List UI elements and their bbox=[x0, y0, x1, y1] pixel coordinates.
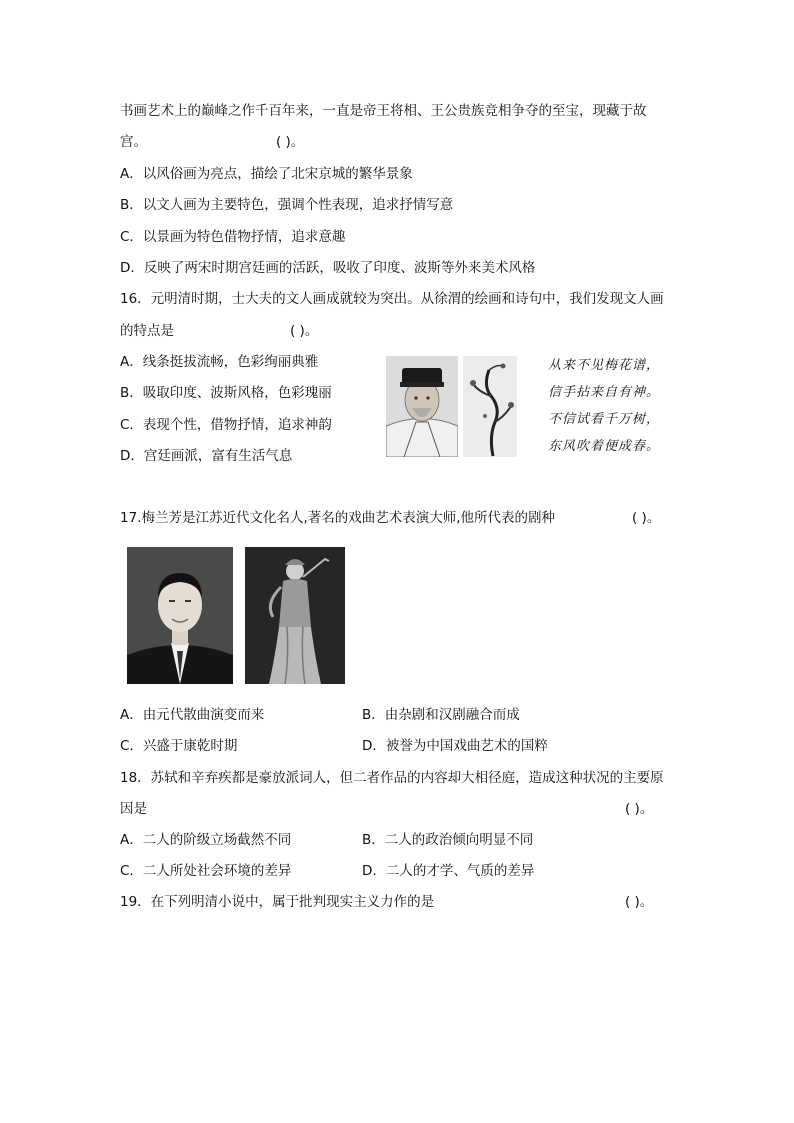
poem-line-2: 信手拈来自有神。 bbox=[548, 385, 661, 400]
q16-option-c: C．表现个性，借物抒情，追求神韵 bbox=[120, 417, 332, 433]
q18-stem-line2: 因是 bbox=[120, 801, 147, 817]
q17-option-a: A．由元代散曲演变而来 bbox=[120, 707, 265, 723]
q18-option-d: D．二人的才学、气质的差异 bbox=[362, 863, 535, 879]
q18-answer-blank: ( )。 bbox=[625, 801, 654, 817]
q19-stem: 19．在下列明清小说中，属于批判现实主义力作的是 bbox=[120, 894, 435, 910]
q19-answer-blank: ( )。 bbox=[625, 894, 654, 910]
q17-stem: 17.梅兰芳是江苏近代文化名人,著名的戏曲艺术表演大师,他所代表的剧种 bbox=[120, 510, 556, 526]
q16-answer-blank: ( )。 bbox=[290, 323, 319, 339]
q15-option-a: A．以风俗画为亮点，描绘了北宋京城的繁华景象 bbox=[120, 166, 413, 182]
mei-lanfang-portrait bbox=[127, 547, 233, 684]
q16-option-b: B．吸取印度、波斯风格，色彩瑰丽 bbox=[120, 385, 332, 401]
poem-line-4: 东风吹着便成春。 bbox=[548, 439, 661, 454]
q18-option-a: A．二人的阶级立场截然不同 bbox=[120, 832, 292, 848]
q15-option-b: B．以文人画为主要特色，强调个性表现，追求抒情写意 bbox=[120, 197, 454, 213]
q15-stem-line1: 书画艺术上的巅峰之作千百年来，一直是帝王将相、王公贵族竞相争夺的至宝，现藏于故 bbox=[120, 103, 647, 119]
q15-option-c: C．以景画为特色借物抒情，追求意趣 bbox=[120, 229, 346, 245]
q17-option-d: D．被誉为中国戏曲艺术的国粹 bbox=[362, 738, 548, 754]
q17-option-c: C．兴盛于康乾时期 bbox=[120, 738, 238, 754]
plum-blossom-painting bbox=[463, 356, 517, 457]
xu-wei-portrait bbox=[386, 356, 458, 457]
q18-option-c: C．二人所处社会环境的差异 bbox=[120, 863, 292, 879]
q16-option-a: A．线条挺拔流畅，色彩绚丽典雅 bbox=[120, 354, 319, 370]
q16-stem-line2: 的特点是 bbox=[120, 323, 174, 339]
q15-answer-blank: ( )。 bbox=[276, 134, 305, 150]
q15-option-d: D．反映了两宋时期宫廷画的活跃，吸收了印度、波斯等外来美术风格 bbox=[120, 260, 536, 276]
q16-stem-line1: 16．元明清时期，士大夫的文人画成就较为突出。从徐渭的绘画和诗句中，我们发现文人画 bbox=[120, 291, 664, 307]
q17-answer-blank: ( )。 bbox=[632, 510, 661, 526]
q15-stem-line2: 宫。 bbox=[120, 134, 147, 150]
q17-option-b: B．由杂剧和汉剧融合而成 bbox=[362, 707, 520, 723]
mei-lanfang-stage-photo bbox=[245, 547, 345, 684]
q16-option-d: D．宫廷画派，富有生活气息 bbox=[120, 448, 293, 464]
q18-option-b: B．二人的政治倾向明显不同 bbox=[362, 832, 534, 848]
q18-stem-line1: 18．苏轼和辛弃疾都是豪放派词人，但二者作品的内容却大相径庭，造成这种状况的主要原 bbox=[120, 770, 664, 786]
poem-line-3: 不信试看千万树， bbox=[548, 412, 661, 427]
poem-line-1: 从来不见梅花谱， bbox=[548, 358, 661, 373]
